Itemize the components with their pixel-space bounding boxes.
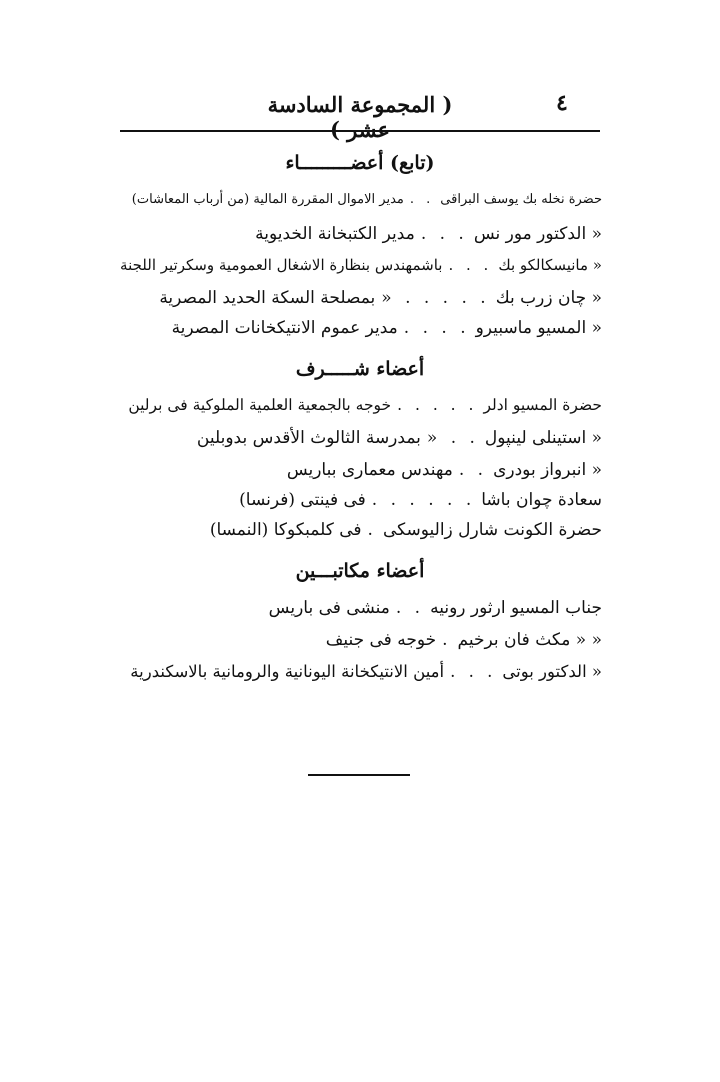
member-row bbox=[326, 630, 602, 650]
member-row bbox=[197, 428, 602, 448]
member-name: « استينلى لينپول bbox=[484, 428, 602, 448]
section-heading-members-continued: (تابع) أعضـــــــــاء bbox=[285, 152, 435, 174]
member-role: فى فينتى (فرنسا) bbox=[239, 490, 366, 510]
leader-dots: . . bbox=[395, 598, 425, 618]
member-name: جناب المسيو ارثور رونيه bbox=[430, 598, 602, 618]
member-role: مدير الكتبخانة الخديوية bbox=[255, 224, 415, 244]
leader-dots: . . . . . . bbox=[371, 490, 476, 510]
member-row bbox=[172, 318, 602, 338]
section-heading-corresponding-members: أعضاء مكاتبـــين bbox=[295, 560, 425, 582]
member-name: حضرة نخله بك يوسف البراقى bbox=[440, 192, 602, 207]
leader-dots: . . . . . bbox=[397, 396, 478, 414]
member-role: باشمهندس بنظارة الاشغال العمومية وسكرتير اللجنة bbox=[120, 256, 443, 274]
member-role: خوجه فى جنيف bbox=[325, 630, 437, 650]
leader-dots: . . « bbox=[426, 428, 479, 448]
member-name: حضرة الكونت شارل زاليوسكى bbox=[382, 520, 602, 540]
leader-dots: . . . . bbox=[403, 318, 470, 338]
running-header-title: ( المجموعة السادسة عشر ) bbox=[267, 92, 453, 142]
member-name: « المسيو ماسبيرو bbox=[475, 318, 602, 338]
member-name: « الدكتور مور نس bbox=[473, 224, 602, 244]
leader-dots: . . bbox=[458, 460, 488, 480]
member-role: مدير الاموال المقررة المالية (من أرباب المعاشات) bbox=[131, 192, 404, 207]
member-row bbox=[269, 598, 602, 618]
leader-dots: . . . bbox=[448, 256, 493, 274]
leader-dots: . . . bbox=[450, 662, 497, 681]
member-name: « چان زرب بك bbox=[495, 288, 602, 308]
leader-dots: . . . . . « bbox=[381, 288, 490, 308]
leader-dots: . . bbox=[409, 192, 435, 207]
member-name: « انبرواز بودرى bbox=[493, 460, 602, 480]
member-role: بمصلحة السكة الحديد المصرية bbox=[159, 288, 376, 308]
leader-dots: . bbox=[442, 630, 452, 650]
member-row bbox=[255, 224, 602, 244]
member-row bbox=[239, 490, 602, 510]
member-name: « « مكث فان برخيم bbox=[457, 630, 602, 650]
member-role: خوجه بالجمعية العلمية الملوكية فى برلين bbox=[128, 396, 392, 414]
member-name: حضرة المسيو ادلر bbox=[483, 396, 602, 414]
section-heading-honorary-members: أعضاء شـــــرف bbox=[295, 358, 425, 380]
page-number: ٤ bbox=[556, 90, 568, 116]
leader-dots: . . . bbox=[420, 224, 468, 244]
closing-rule bbox=[308, 774, 410, 776]
member-row bbox=[159, 288, 602, 308]
member-row bbox=[128, 396, 602, 414]
leader-dots: . bbox=[367, 520, 377, 540]
member-role: منشى فى باريس bbox=[268, 598, 390, 618]
member-row bbox=[132, 192, 602, 207]
header-rule bbox=[120, 130, 600, 132]
member-role: أمين الانتيكخانة اليونانية والرومانية بالاسكندرية bbox=[130, 662, 445, 681]
member-role: مدير عموم الانتيكخانات المصرية bbox=[171, 318, 398, 338]
member-name: « الدكتور بوتى bbox=[502, 662, 602, 681]
member-role: مهندس معمارى بباريس bbox=[286, 460, 453, 480]
member-name: « مانيسكالكو بك bbox=[498, 256, 602, 274]
member-name: سعادة چوان باشا bbox=[481, 490, 602, 510]
member-row bbox=[120, 256, 602, 274]
member-role: بمدرسة الثالوث الأقدس بدوبلين bbox=[196, 428, 421, 448]
member-row bbox=[287, 460, 602, 480]
member-row bbox=[210, 520, 602, 540]
member-role: فى كلمبكوكا (النمسا) bbox=[209, 520, 362, 540]
member-row bbox=[130, 662, 602, 681]
